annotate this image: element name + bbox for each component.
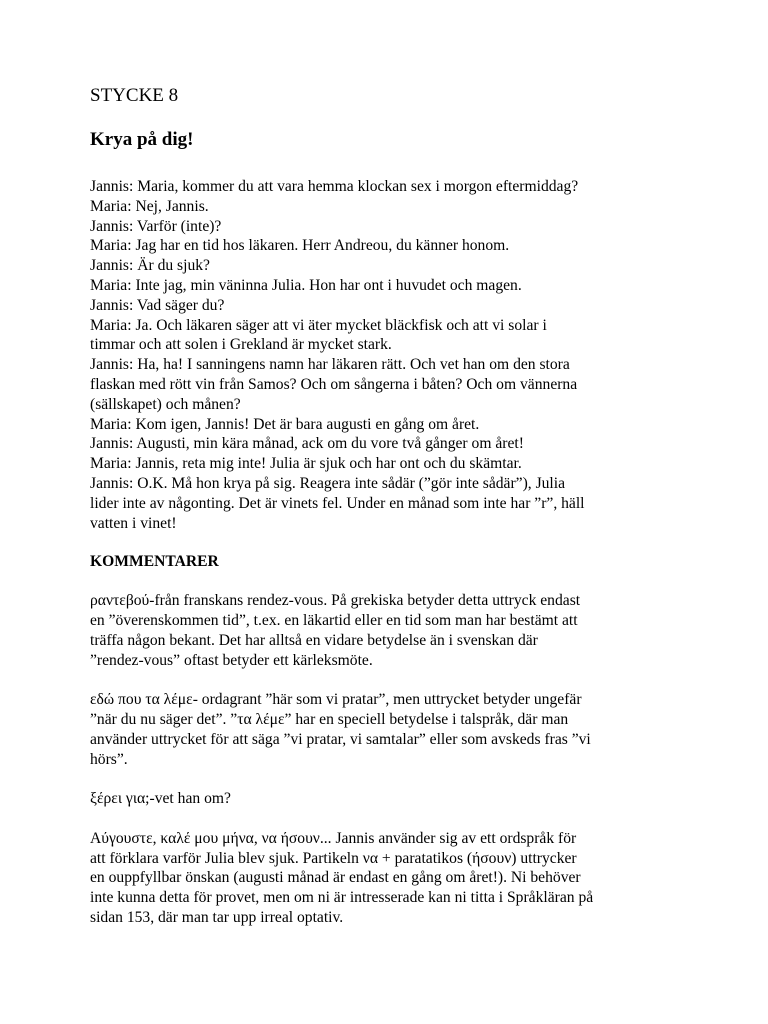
paragraph-line: ”rendez-vous” oftast betyder ett kärleksmöte. [90,651,373,669]
dialogue-line: Jannis: Varför (inte)? [90,217,222,235]
dialogue-line: Maria: Jannis, reta mig inte! Julia är sjuk och har ont och du skämtar. [90,455,522,473]
paragraph-line: ξέρει για;-vet han om? [90,790,231,808]
paragraph-line: Αύγουστε, καλέ μου μήνα, να ήσουν... Jannis använder sig av ett ordspråk för [90,829,577,847]
paragraph-line: hörs”. [90,750,128,768]
commentary-paragraph [90,690,740,769]
dialogue-line: vatten i vinet! [90,514,177,532]
dialogue-block [90,177,740,533]
section-label: STYCKE 8 [90,85,179,106]
document-page [90,84,740,947]
commentary-heading: KOMMENTARER [90,553,219,571]
paragraph-line: träffa någon bekant. Det har alltså en vidare betydelse än i svenskan där [90,631,538,649]
dialogue-line: Maria: Inte jag, min väninna Julia. Hon har ont i huvudet och magen. [90,276,522,294]
dialogue-line: Jannis: Är du sjuk? [90,257,210,275]
dialogue-line: (sällskapet) och månen? [90,395,241,413]
paragraph-line: en ”överenskommen tid”, t.ex. en läkartid eller en tid som man har bestämt att [90,611,578,629]
dialogue-line: Jannis: Vad säger du? [90,296,225,314]
dialogue-line: Jannis: O.K. Må hon krya på sig. Reagera inte sådär (”gör inte sådär”), Julia [90,474,566,492]
paragraph-line: en ouppfyllbar önskan (augusti månad är endast en gång om året!). Ni behöver [90,869,581,887]
dialogue-line: Maria: Kom igen, Jannis! Det är bara augusti en gång om året. [90,415,480,433]
paragraph-line: εδώ που τα λέμε- ordagrant ”här som vi pratar”, men uttrycket betyder ungefär [90,691,582,709]
dialogue-line: flaskan med rött vin från Samos? Och om sångerna i båten? Och om vännerna [90,375,578,393]
dialogue-line: Maria: Nej, Jannis. [90,197,209,215]
dialogue-line: lider inte av någonting. Det är vinets fel. Under en månad som inte har ”r”, häll [90,494,585,512]
dialogue-line: Maria: Jag har en tid hos läkaren. Herr Andreou, du känner honom. [90,237,510,255]
dialogue-line: timmar och att solen i Grekland är mycket stark. [90,336,392,354]
commentary-paragraph [90,829,740,928]
paragraph-line: sidan 153, där man tar upp irreal optativ. [90,908,344,926]
dialogue-line: Jannis: Augusti, min kära månad, ack om du vore två gånger om året! [90,435,524,453]
paragraph-line: ραντεβού-från franskans rendez-vous. På grekiska betyder detta uttryck endast [90,592,581,610]
paragraph-line: använder uttrycket för att säga ”vi pratar, vi samtalar” eller som avskeds fras ”vi [90,730,591,748]
dialogue-line: Jannis: Ha, ha! I sanningens namn har läkaren rätt. Och vet han om den stora [90,356,570,374]
dialogue-line: Maria: Ja. Och läkaren säger att vi äter mycket bläckfisk och att vi solar i [90,316,547,334]
commentary-paragraph [90,789,740,809]
paragraph-line: att förklara varför Julia blev sjuk. Partikeln να + paratatikos (ήσουν) uttrycker [90,849,577,867]
document-title: Krya på dig! [90,129,194,150]
dialogue-line: Jannis: Maria, kommer du att vara hemma klockan sex i morgon eftermiddag? [90,178,579,195]
paragraph-line: ”när du nu säger det”. ”τα λέμε” har en speciell betydelse i talspråk, där man [90,710,569,728]
commentary-paragraph [90,591,740,670]
paragraph-line: inte kunna detta för provet, men om ni är intresserade kan ni titta i Språkläran på [90,889,594,907]
